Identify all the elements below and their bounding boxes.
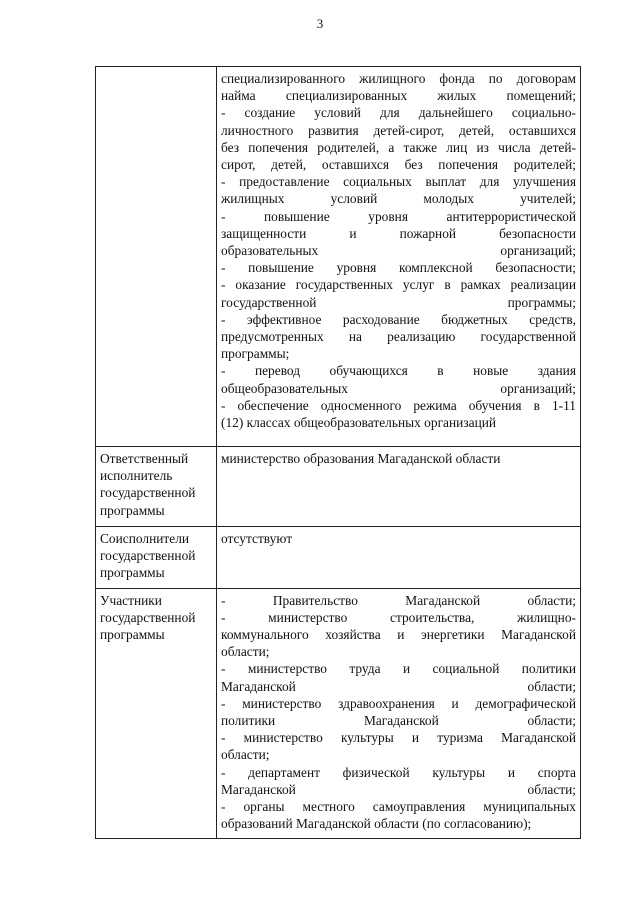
row-content bbox=[217, 527, 581, 589]
content-line: - перевод обучающихся в новые здания bbox=[221, 363, 576, 379]
content-line: - министерство культуры и туризма Магаданской bbox=[221, 730, 576, 746]
content-line: - создание условий для дальнейшего социально- bbox=[221, 105, 576, 121]
content-line: - предоставление социальных выплат для улучшения bbox=[221, 174, 576, 190]
page-number: 3 bbox=[316, 16, 324, 31]
content-line: государственной программы; bbox=[221, 294, 576, 310]
content-line: политики Магаданской области; bbox=[221, 713, 576, 729]
content-line: отсутствуют bbox=[221, 531, 293, 546]
content-line: - повышение уровня антитеррористической bbox=[221, 208, 576, 224]
content-line: - органы местного самоуправления муниципальных bbox=[221, 799, 576, 815]
row-co-executors bbox=[96, 527, 581, 589]
content-line: Магаданской области; bbox=[221, 678, 576, 694]
content-line: образовательных организаций; bbox=[221, 243, 576, 259]
content-line: сирот, детей, оставшихся без попечения родителей; bbox=[221, 157, 576, 173]
content-line: (12) классах общеобразовательных организаций bbox=[221, 415, 497, 431]
content-line: министерство образования Магаданской области bbox=[221, 451, 501, 466]
row-content bbox=[217, 588, 581, 839]
row-label bbox=[96, 67, 217, 447]
content-line: программы; bbox=[221, 346, 290, 362]
content-line: области; bbox=[221, 644, 270, 660]
content-line: личностного развития детей-сирот, детей, оставшихся bbox=[221, 122, 576, 138]
row-responsible-executor bbox=[96, 447, 581, 527]
content-line: - Правительство Магаданской области; bbox=[221, 592, 576, 608]
content-line: образований Магаданской области (по согласованию); bbox=[221, 816, 532, 832]
content-line: - эффективное расходование бюджетных средств, bbox=[221, 311, 576, 327]
content-line: области; bbox=[221, 747, 270, 763]
content-line: - оказание государственных услуг в рамках реализации bbox=[221, 277, 576, 293]
content-line: коммунального хозяйства и энергетики Магаданской bbox=[221, 627, 576, 643]
row-content bbox=[217, 67, 581, 447]
row-label: Ответственный исполнитель государственной программы bbox=[96, 447, 217, 527]
row-goals-tasks bbox=[96, 67, 581, 447]
content-line: специализированного жилищного фонда по договорам bbox=[221, 71, 576, 86]
row-label: Соисполнители государственной программы bbox=[96, 527, 217, 589]
content-line: общеобразовательных организаций; bbox=[221, 380, 576, 396]
row-content bbox=[217, 447, 581, 527]
program-passport-table bbox=[95, 66, 581, 839]
content-line: Магаданской области; bbox=[221, 781, 576, 797]
content-line: предусмотренных на реализацию государственной bbox=[221, 329, 576, 345]
content-line: - обеспечение односменного режима обучения в 1-11 bbox=[221, 397, 576, 413]
content-line: - департамент физической культуры и спорта bbox=[221, 764, 576, 780]
content-line: - министерство здравоохранения и демографической bbox=[221, 695, 576, 711]
row-participants bbox=[96, 588, 581, 839]
content-line: - повышение уровня комплексной безопасности; bbox=[221, 260, 576, 276]
content-line: защищенности и пожарной безопасности bbox=[221, 225, 576, 241]
content-line: без попечения родителей, а также лиц из числа детей- bbox=[221, 139, 576, 155]
content-line: - министерство строительства, жилищно- bbox=[221, 609, 576, 625]
content-line: найма специализированных жилых помещений; bbox=[221, 88, 576, 104]
row-label: Участники государственной программы bbox=[96, 588, 217, 839]
content-line: - министерство труда и социальной политики bbox=[221, 661, 576, 677]
content-line: жилищных условий молодых учителей; bbox=[221, 191, 576, 207]
